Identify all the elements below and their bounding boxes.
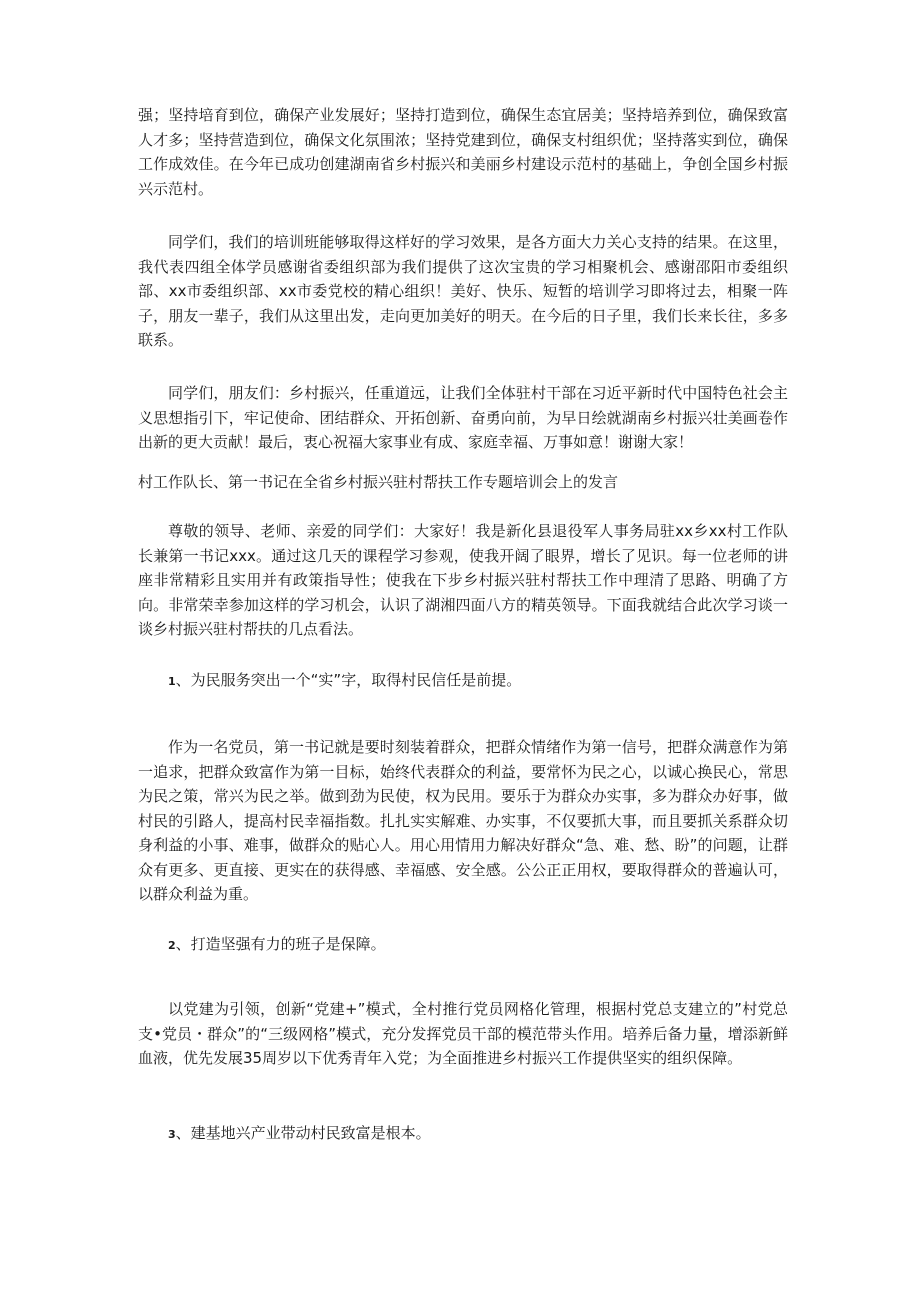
paragraph-section-1: 作为一名党员，第一书记就是要时刻装着群众，把群众情绪作为第一信号，把群众满意作为第一追求，把群众致富作为第一目标，始终代表群众的利益，要常怀为民之心，以诚心换民心，常思为民之策，常兴为民之举。做到劲为民使，权为民用。要乐于为群众办实事，多为群众办好事，做村民的引路人，提高村民幸福指数。扎扎实实解难、办实事，不仅要抓大事，而且要抓关系群众切身利益的小事、难事，做群众的贴心人。用心用情用力解决好群众“急、难、愁、盼”的问题，让群众有更多、更直接、更实在的获得感、幸福感、安全感。公公正正用权，要取得群众的普遍认可，以群众利益为重。	[138, 738, 788, 903]
paragraph-section-2: 以党建为引领，创新“党建+”模式，全村推行党员网格化管理，根据村党总支建立的”村党总支•党员・群众”的“三级网格”模式，充分发挥党员干部的模范带头作用。培养后备力量，增添新鲜血液，优先发展35周岁以下优秀青年入党；为全面推进乡村振兴工作提供坚实的组织保障。	[138, 1000, 788, 1067]
paragraph-greeting: 尊敬的领导、老师、亲爱的同学们：大家好！我是新化县退役军人事务局驻xx乡xx村工作队长兼第一书记xxx。通过这几天的课程学习参观，使我开阔了眼界，增长了见识。每一位老师的讲座非常精彩且实用并有政策指导性；使我在下步乡村振兴驻村帮扶工作中理清了思路、明确了方向。非常荣幸参加这样的学习机会，认识了湖湘四面八方的精英领导。下面我就结合此次学习谈一谈乡村振兴驻村帮扶的几点看法。	[138, 522, 788, 638]
speech-title: 村工作队长、第一书记在全省乡村振兴驻村帮扶工作专题培训会上的发言	[138, 473, 619, 491]
section-heading-3	[138, 1121, 788, 1148]
section-heading-text: 、为民服务突出一个“实”字，取得村民信任是前提。	[175, 671, 522, 689]
section-heading-2	[138, 932, 788, 959]
paragraph-thanks: 同学们，我们的培训班能够取得这样好的学习效果，是各方面大力关心支持的结果。在这里，我代表四组全体学员感谢省委组织部为我们提供了这次宝贵的学习相聚机会、感谢邵阳市委组织部、xx市委组织部、xx市委党校的精心组织！美好、快乐、短暂的培训学习即将过去，相聚一阵子，朋友一辈子，我们从这里出发，走向更加美好的明天。在今后的日子里，我们长来长往，多多联系。	[138, 233, 788, 349]
section-number: 1	[168, 675, 176, 688]
section-number: 2	[168, 939, 176, 952]
section-number: 3	[168, 1128, 176, 1141]
paragraph-closing: 同学们，朋友们：乡村振兴，任重道远，让我们全体驻村干部在习近平新时代中国特色社会主义思想指引下，牢记使命、团结群众、开拓创新、奋勇向前，为早日绘就湖南乡村振兴壮美画卷作出新的更大贡献！最后，衷心祝福大家事业有成、家庭幸福、万事如意！谢谢大家！	[138, 384, 788, 451]
paragraph-continuation: 强；坚持培育到位，确保产业发展好；坚持打造到位，确保生态宜居美；坚持培养到位，确保致富人才多；坚持营造到位，确保文化氛围浓；坚持党建到位，确保支村组织优；坚持落实到位，确保工作成效佳。在今年已成功创建湖南省乡村振兴和美丽乡村建设示范村的基础上，争创全国乡村振兴示范村。	[138, 106, 788, 198]
section-heading-1	[138, 668, 788, 695]
section-heading-text: 、建基地兴产业带动村民致富是根本。	[175, 1124, 431, 1142]
section-heading-text: 、打造坚强有力的班子是保障。	[175, 935, 386, 953]
